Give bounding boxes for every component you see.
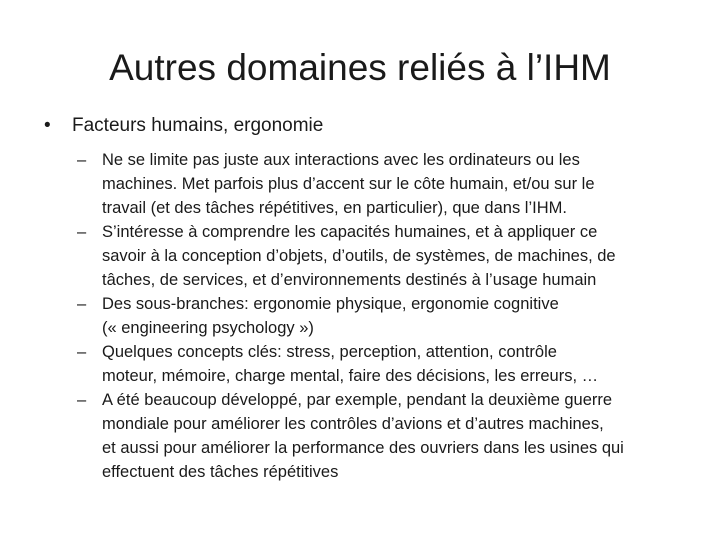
sub-bullet-item [77, 220, 687, 292]
sub-bullet-line: A été beaucoup développé, par exemple, pendant la deuxième guerre [102, 391, 613, 409]
sub-bullet-list [77, 148, 687, 484]
sub-bullet-line: et aussi pour améliorer la performance des ouvriers dans les usines qui [102, 439, 624, 457]
dash-marker: – [77, 223, 87, 241]
sub-bullet-line: Des sous-branches: ergonomie physique, ergonomie cognitive [102, 295, 559, 313]
sub-bullet-line: S’intéresse à comprendre les capacités humaines, et à appliquer ce [102, 223, 598, 241]
sub-bullet-item [77, 388, 687, 484]
slide-title: Autres domaines reliés à l’IHM [109, 47, 611, 88]
sub-bullet-item [77, 340, 687, 388]
sub-bullet-line: Ne se limite pas juste aux interactions avec les ordinateurs ou les [102, 151, 580, 169]
bullet-marker: • [44, 115, 51, 136]
sub-bullet-line: tâches, de services, et d’environnements destinés à l’usage humain [102, 271, 597, 289]
sub-bullet-line: machines. Met parfois plus d’accent sur le côte humain, et/ou sur le [102, 175, 595, 193]
dash-marker: – [77, 295, 87, 313]
dash-marker: – [77, 391, 87, 409]
sub-bullet-line: savoir à la conception d’objets, d’outils, de systèmes, de machines, de [102, 247, 616, 265]
dash-marker: – [77, 343, 87, 361]
sub-bullet-item [77, 292, 687, 340]
sub-bullet-line: effectuent des tâches répétitives [102, 463, 339, 481]
sub-bullet-line: Quelques concepts clés: stress, perception, attention, contrôle [102, 343, 557, 361]
sub-bullet-item [77, 148, 687, 220]
main-bullet-text: Facteurs humains, ergonomie [72, 115, 324, 136]
sub-bullet-line: mondiale pour améliorer les contrôles d’avions et d’autres machines, [102, 415, 604, 433]
sub-bullet-line: (« engineering psychology ») [102, 319, 314, 337]
dash-marker: – [77, 151, 87, 169]
sub-bullet-line: travail (et des tâches répétitives, en particulier), que dans l’IHM. [102, 199, 567, 217]
sub-bullet-line: moteur, mémoire, charge mental, faire des décisions, les erreurs, … [102, 367, 599, 385]
